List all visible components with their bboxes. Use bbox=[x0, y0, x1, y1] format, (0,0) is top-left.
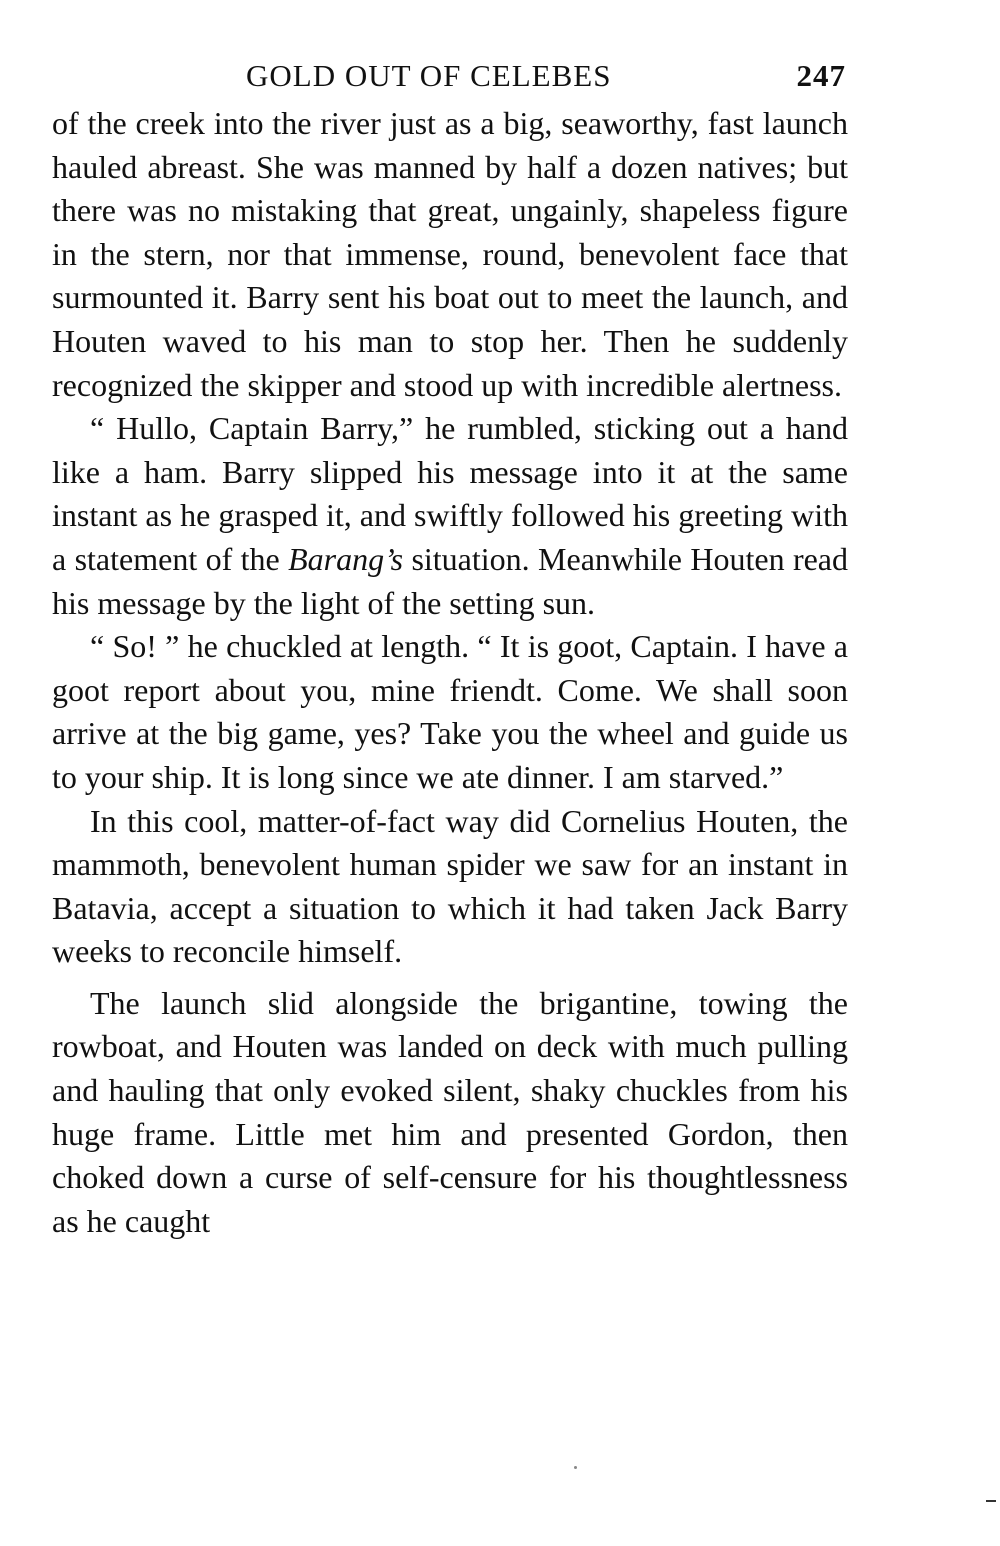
paragraph-launch-arrives: of the creek into the river just as a big, seaworthy, fast launch hauled abreast. She was manned by half a dozen natives; but there was no mistaking that great, ungainly, shapeless figure in the stern, nor that immense, round, benevolent face that surmounted it. Barry sent his boat out to meet the launch, and Houten waved to his man to stop her. Then he suddenly recognized the skipper and stood up with incredible alertness. bbox=[52, 105, 848, 403]
ship-name: Barang’s bbox=[288, 540, 404, 577]
scan-speck bbox=[574, 1466, 577, 1469]
page-number: 247 bbox=[796, 58, 846, 93]
paragraph-so-he-chuckled: “ So! ” he chuckled at length. “ It is goot, Captain. I have a goot report about you, mine friendt. Come. We shall soon arrive at the big game, yes? Take you the wheel and guide us to your ship. It is long since we ate dinner. I am starved.” bbox=[52, 628, 848, 795]
paragraph-hullo-captain bbox=[52, 407, 848, 625]
running-title: GOLD OUT OF CELEBES bbox=[246, 58, 612, 93]
paragraph-launch-alongside: The launch slid alongside the brigantine, towing the rowboat, and Houten was landed on deck with much pulling and hauling that only evoked silent, shaky chuckles from his huge frame. Little met him and presented Gordon, then choked down a curse of self-censure for his thoughtlessness as he caught bbox=[52, 984, 848, 1239]
paragraph-text-part: “ Hullo, Captain Barry,” he rumbled, sticking out a hand like a ham. Barry slipped his message into it at the same instant as he grasped it, and swiftly followed his greeting with a statement of the bbox=[52, 410, 848, 577]
running-head bbox=[52, 52, 848, 102]
scan-edge-mark bbox=[986, 1500, 996, 1502]
paragraph-cornelius-houten: In this cool, matter-of-fact way did Cornelius Houten, the mammoth, benevolent human spider we saw for an instant in Batavia, accept a situation to which it had taken Jack Barry weeks to reconcile himself. bbox=[52, 802, 848, 970]
paragraph-text-part: situation. Meanwhile Houten read his message by the light of the setting sun. bbox=[52, 540, 848, 621]
book-page bbox=[52, 52, 848, 1243]
